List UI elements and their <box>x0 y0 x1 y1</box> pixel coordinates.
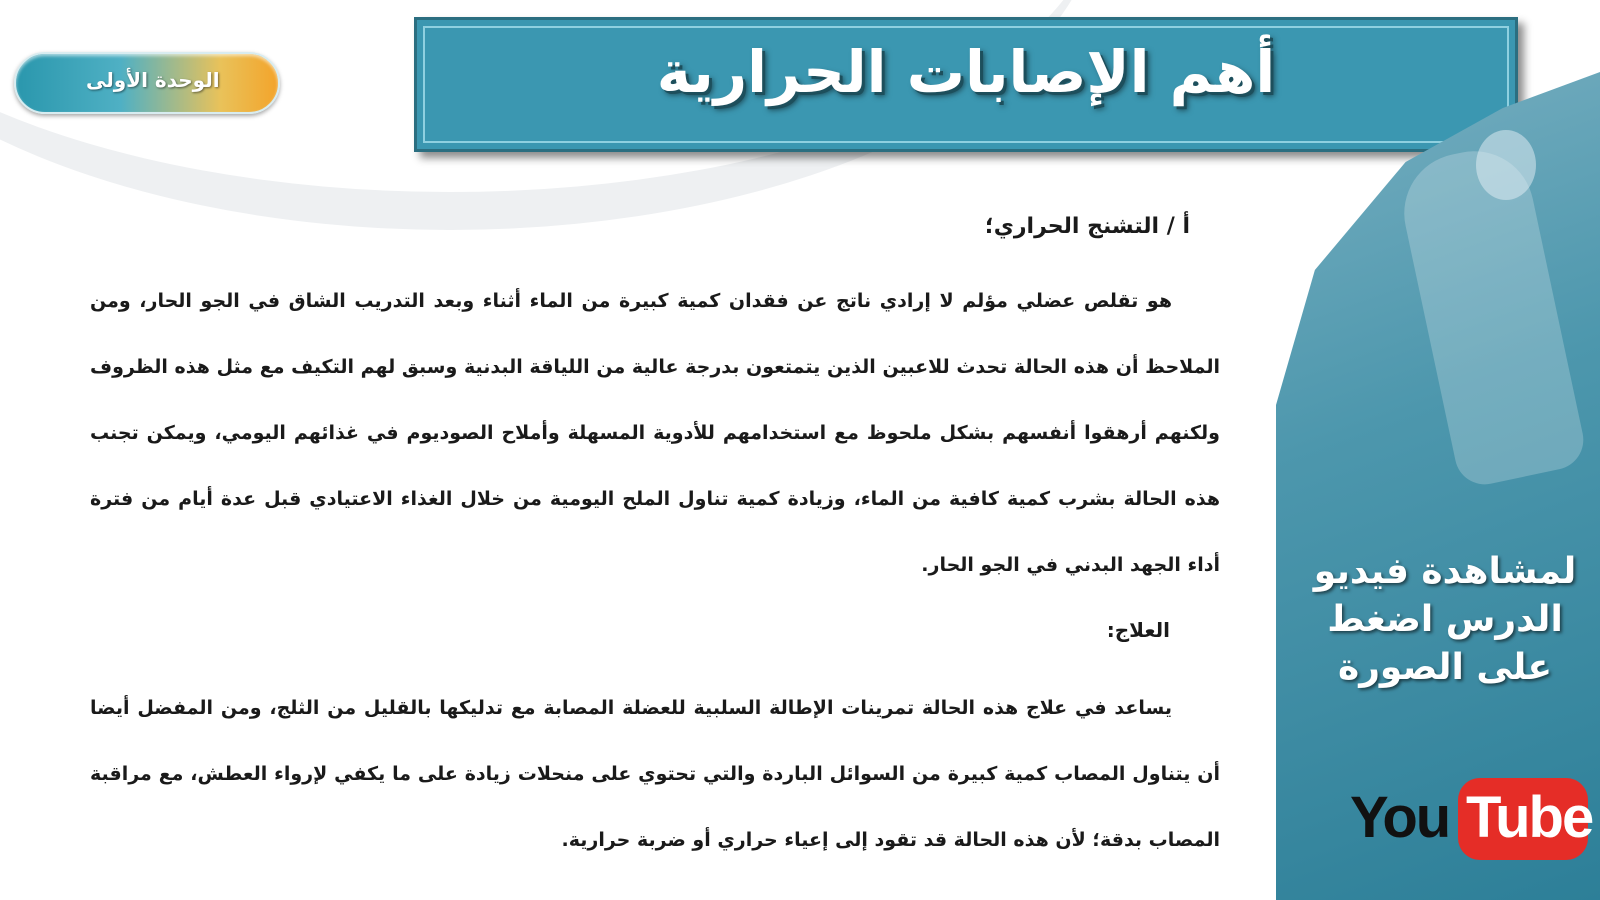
unit-label: الوحدة الأولى <box>86 68 220 92</box>
youtube-tube-text: Tube <box>1466 785 1593 850</box>
lesson-content <box>90 200 1240 890</box>
section-paragraph: هو تقلص عضلي مؤلم لا إرادي ناتج عن فقدان كمية كبيرة من الماء أثناء وبعد التدريب الشاق في الجو الحار، ومن الملاحظ أن هذه الحالة تحدث للاعبين الذين يتمتعون بدرجة عالية من اللياقة البدنية وسبق لهم التكيف مع مثل هذه الظروف ولكنهم أرهقوا أنفسهم بشكل ملحوظ مع استخدامهم للأدوية المسهلة وأملاح الصوديوم في غذائهم اليومي، ويمكن تجنب هذه الحالة بشرب كمية كافية من الماء، وزيادة كمية تناول الملح اليومية من خلال الغذاء الاعتيادي قبل عدة أيام من فترة أداء الجهد البدني في الجو الحار. <box>90 290 1220 576</box>
section-heading: أ / التشنج الحراري؛ <box>984 214 1190 239</box>
athlete-head-image <box>1476 130 1536 200</box>
youtube-logo[interactable] <box>1350 778 1593 860</box>
unit-badge[interactable] <box>14 52 280 114</box>
page-title: أهم الإصابات الحرارية <box>656 38 1276 106</box>
youtube-you-text: You <box>1350 785 1450 850</box>
treatment-paragraph: يساعد في علاج هذه الحالة تمرينات الإطالة السلبية للعضلة المصابة مع تدليكها بالقليل من الثلج، ومن المفضل أيضا أن يتناول المصاب كمية كبيرة من السوائل الباردة والتي تحتوي على منحلات زيادة على ما يكفي لإرواء العطش، مع مراقبة المصاب بدقة؛ لأن هذه الحالة قد تقود إلى إعياء حراري أو ضربة حرارية. <box>90 697 1220 851</box>
treatment-heading: العلاج: <box>1106 618 1170 642</box>
video-side-panel[interactable] <box>1276 0 1600 900</box>
youtube-tube-box <box>1458 778 1593 860</box>
video-prompt-text[interactable]: لمشاهدة فيديو الدرس اضغط على الصورة <box>1313 551 1577 688</box>
